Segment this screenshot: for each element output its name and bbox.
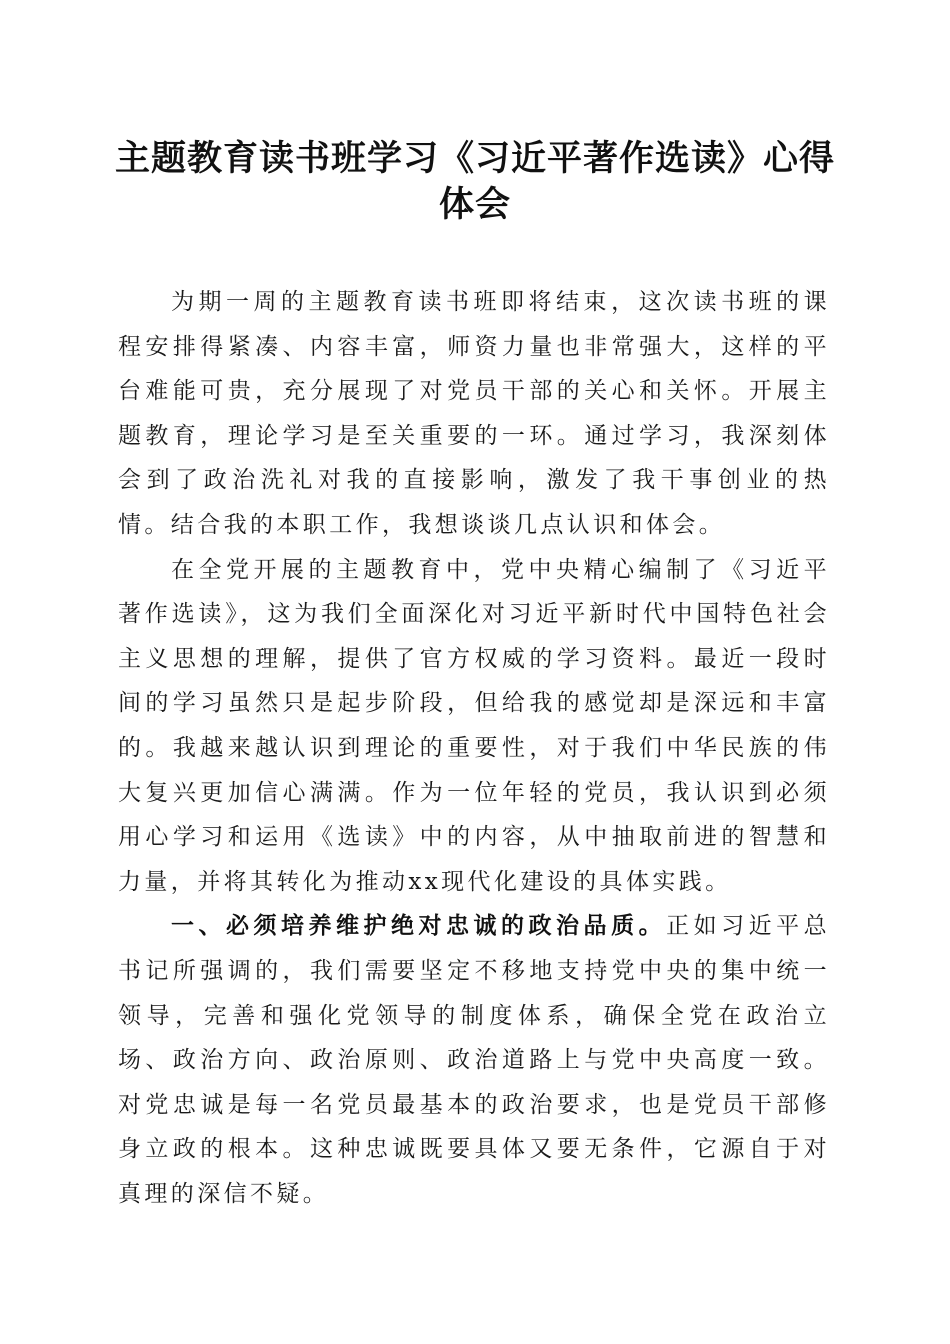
paragraph-point-one <box>118 904 830 1216</box>
paragraph-background-text: 在全党开展的主题教育中，党中央精心编制了《习近平著作选读》，这为我们全面深化对习近平新时代中国特色社会主义思想的理解，提供了官方权威的学习资料。最近一段时间的学习虽然只是起步阶段，但给我的感觉却是深远和丰富的。我越来越认识到理论的重要性，对于我们中华民族的伟大复兴更加信心满满。作为一位年轻的党员，我认识到必须用心学习和运用《选读》中的内容，从中抽取前进的智慧和力量，并将其转化为推动xx现代化建设的具体实践。 <box>118 556 830 895</box>
paragraph-background <box>118 548 830 905</box>
document-title-line-1: 主题教育读书班学习《习近平著作选读》心得 <box>114 138 835 179</box>
paragraph-point-one-text: 正如习近平总书记所强调的，我们需要坚定不移地支持党中央的集中统一领导，完善和强化党领导的制度体系，确保全党在政治立场、政治方向、政治原则、政治道路上与党中央高度一致。对党忠诚是每一名党员最基本的政治要求，也是党员干部修身立政的根本。这种忠诚既要具体又要无条件，它源自于对真理的深信不疑。 <box>118 913 830 1207</box>
paragraph-intro <box>118 280 830 548</box>
document-body <box>118 280 830 1216</box>
document-title <box>110 136 840 228</box>
document-title-line-2: 体会 <box>438 184 511 225</box>
section-heading-one: 一、必须培养维护绝对忠诚的政治品质。 <box>171 912 667 940</box>
paragraph-intro-text: 为期一周的主题教育读书班即将结束，这次读书班的课程安排得紧凑、内容丰富，师资力量也非常强大，这样的平台难能可贵，充分展现了对党员干部的关心和关怀。开展主题教育，理论学习是至关重要的一环。通过学习，我深刻体会到了政治洗礼对我的直接影响，激发了我干事创业的热情。结合我的本职工作，我想谈谈几点认识和体会。 <box>118 289 830 538</box>
